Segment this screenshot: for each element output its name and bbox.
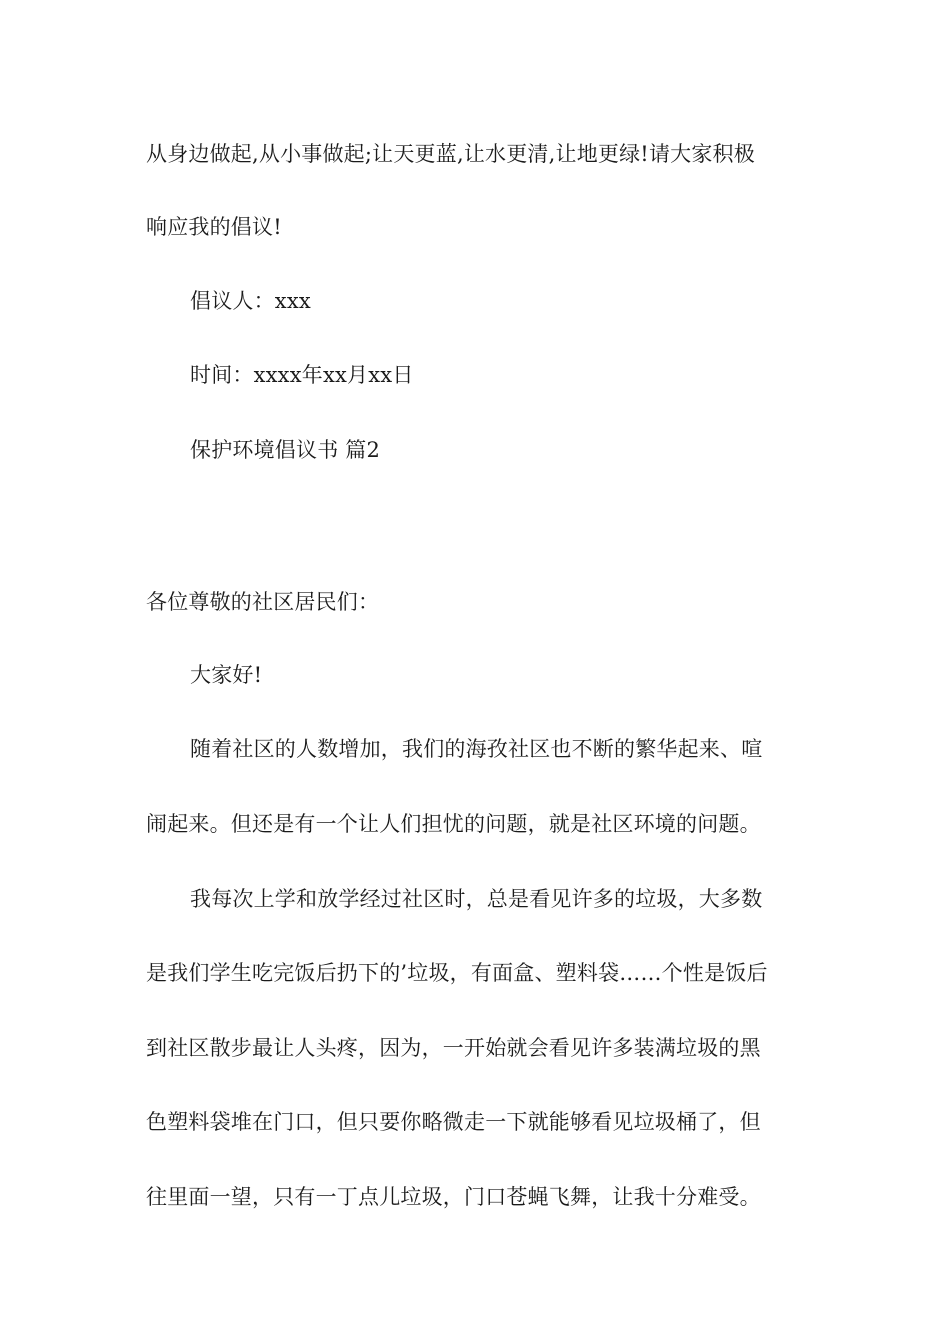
- paragraph-line-2: 响应我的倡议!: [146, 215, 282, 239]
- paragraph-line-9: 往里面一望，只有一丁点儿垃圾，门口苍蝇飞舞，让我十分难受。: [146, 1185, 761, 1209]
- date-line: 时间：xxxx年xx月xx日: [190, 363, 414, 387]
- paragraph-line-7: 到社区散步最让人头疼，因为，一开始就会看见许多装满垃圾的黑: [146, 1036, 761, 1060]
- paragraph-line-1: 从身边做起,从小事做起;让天更蓝,让水更清,让地更绿!请大家积极: [146, 142, 755, 166]
- proposer-line: 倡议人：xxx: [190, 289, 311, 313]
- paragraph-line-6: 是我们学生吃完饭后扔下的’垃圾，有面盒、塑料袋……个性是饭后: [146, 961, 768, 985]
- paragraph-line-5: 我每次上学和放学经过社区时，总是看见许多的垃圾，大多数: [190, 887, 763, 911]
- greeting: 大家好!: [190, 663, 263, 687]
- paragraph-line-8: 色塑料袋堆在门口，但只要你略微走一下就能够看见垃圾桶了，但: [146, 1110, 761, 1134]
- paragraph-line-4: 闹起来。但还是有一个让人们担忧的问题，就是社区环境的问题。: [146, 812, 761, 836]
- paragraph-line-3: 随着社区的人数增加，我们的海孜社区也不断的繁华起来、喧: [190, 737, 763, 761]
- section-title: 保护环境倡议书 篇2: [190, 438, 381, 462]
- salutation: 各位尊敬的社区居民们：: [146, 590, 380, 614]
